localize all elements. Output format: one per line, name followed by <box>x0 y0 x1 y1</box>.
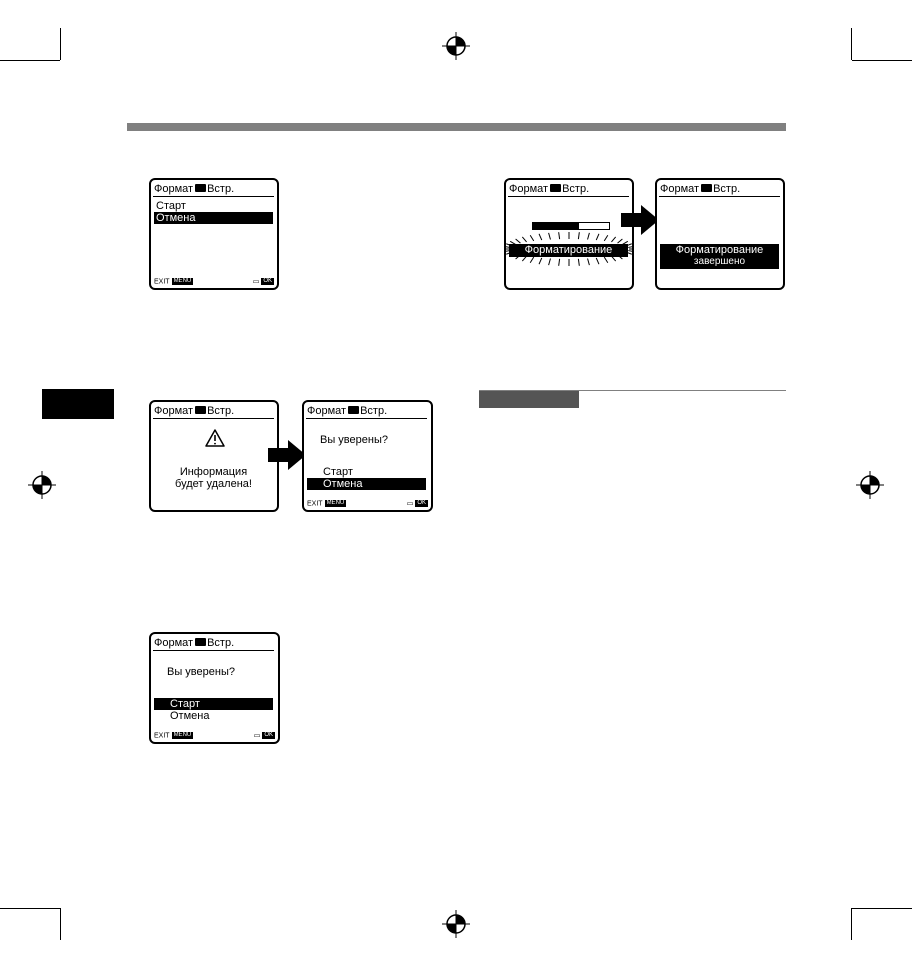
menu-item-cancel[interactable]: Отмена <box>170 710 210 722</box>
registration-mark-icon <box>442 910 470 938</box>
divider <box>659 196 780 197</box>
memory-chip-icon <box>348 406 359 414</box>
warning-icon <box>205 429 225 447</box>
memory-chip-icon <box>195 638 206 646</box>
menu-item-start[interactable]: Старт <box>156 200 186 212</box>
memory-chip-icon <box>550 184 561 192</box>
screen-formatting-complete <box>655 178 785 290</box>
menu-item-cancel[interactable]: Отмена <box>154 212 273 224</box>
confirm-question: Вы уверены? <box>167 666 235 678</box>
confirm-question: Вы уверены? <box>320 434 388 446</box>
divider <box>306 418 427 419</box>
registration-mark-icon <box>28 471 56 499</box>
footer-ok: ▭ OK <box>253 731 273 739</box>
registration-mark-icon <box>856 471 884 499</box>
complete-label <box>660 244 779 269</box>
screen-title: Формат Встр. <box>307 405 388 417</box>
complete-line-1: Форматирование <box>675 244 764 256</box>
screen-format-menu <box>149 178 279 290</box>
formatting-label: Форматирование <box>509 244 628 257</box>
complete-line-2: завершено <box>693 256 746 267</box>
divider <box>153 196 274 197</box>
memory-chip-icon <box>195 184 206 192</box>
warning-line-1: Информация <box>179 466 248 478</box>
footer-exit: EXIT MENU <box>154 277 192 285</box>
screen-title: Формат Встр. <box>154 637 235 649</box>
footer-ok: ▭ OK <box>406 499 426 507</box>
header-rule <box>127 123 786 131</box>
screen-confirm-start <box>149 632 280 744</box>
divider <box>153 650 274 651</box>
footer-ok: ▭ OK <box>252 277 272 285</box>
menu-item-start[interactable]: Старт <box>154 698 273 710</box>
progress-bar <box>532 222 610 230</box>
menu-item-cancel[interactable]: Отмена <box>307 478 426 490</box>
screen-title: Формат Встр. <box>509 183 590 195</box>
chapter-tab <box>42 389 114 419</box>
screen-formatting-progress <box>504 178 634 290</box>
memory-chip-icon <box>701 184 712 192</box>
registration-mark-icon <box>442 32 470 60</box>
footer-exit: EXIT MENU <box>154 731 192 739</box>
warning-line-2: будет удалена! <box>175 478 252 490</box>
screen-title: Формат Встр. <box>154 183 235 195</box>
divider <box>153 418 274 419</box>
screen-warning <box>149 400 279 512</box>
footer-exit: EXIT MENU <box>307 499 345 507</box>
screen-confirm-cancel <box>302 400 433 512</box>
menu-item-start[interactable]: Старт <box>323 466 353 478</box>
progress-fill <box>533 223 579 229</box>
divider <box>508 196 629 197</box>
screen-title: Формат Встр. <box>154 405 235 417</box>
screen-title: Формат Встр. <box>660 183 741 195</box>
memory-chip-icon <box>195 406 206 414</box>
note-label-bar <box>479 391 579 408</box>
